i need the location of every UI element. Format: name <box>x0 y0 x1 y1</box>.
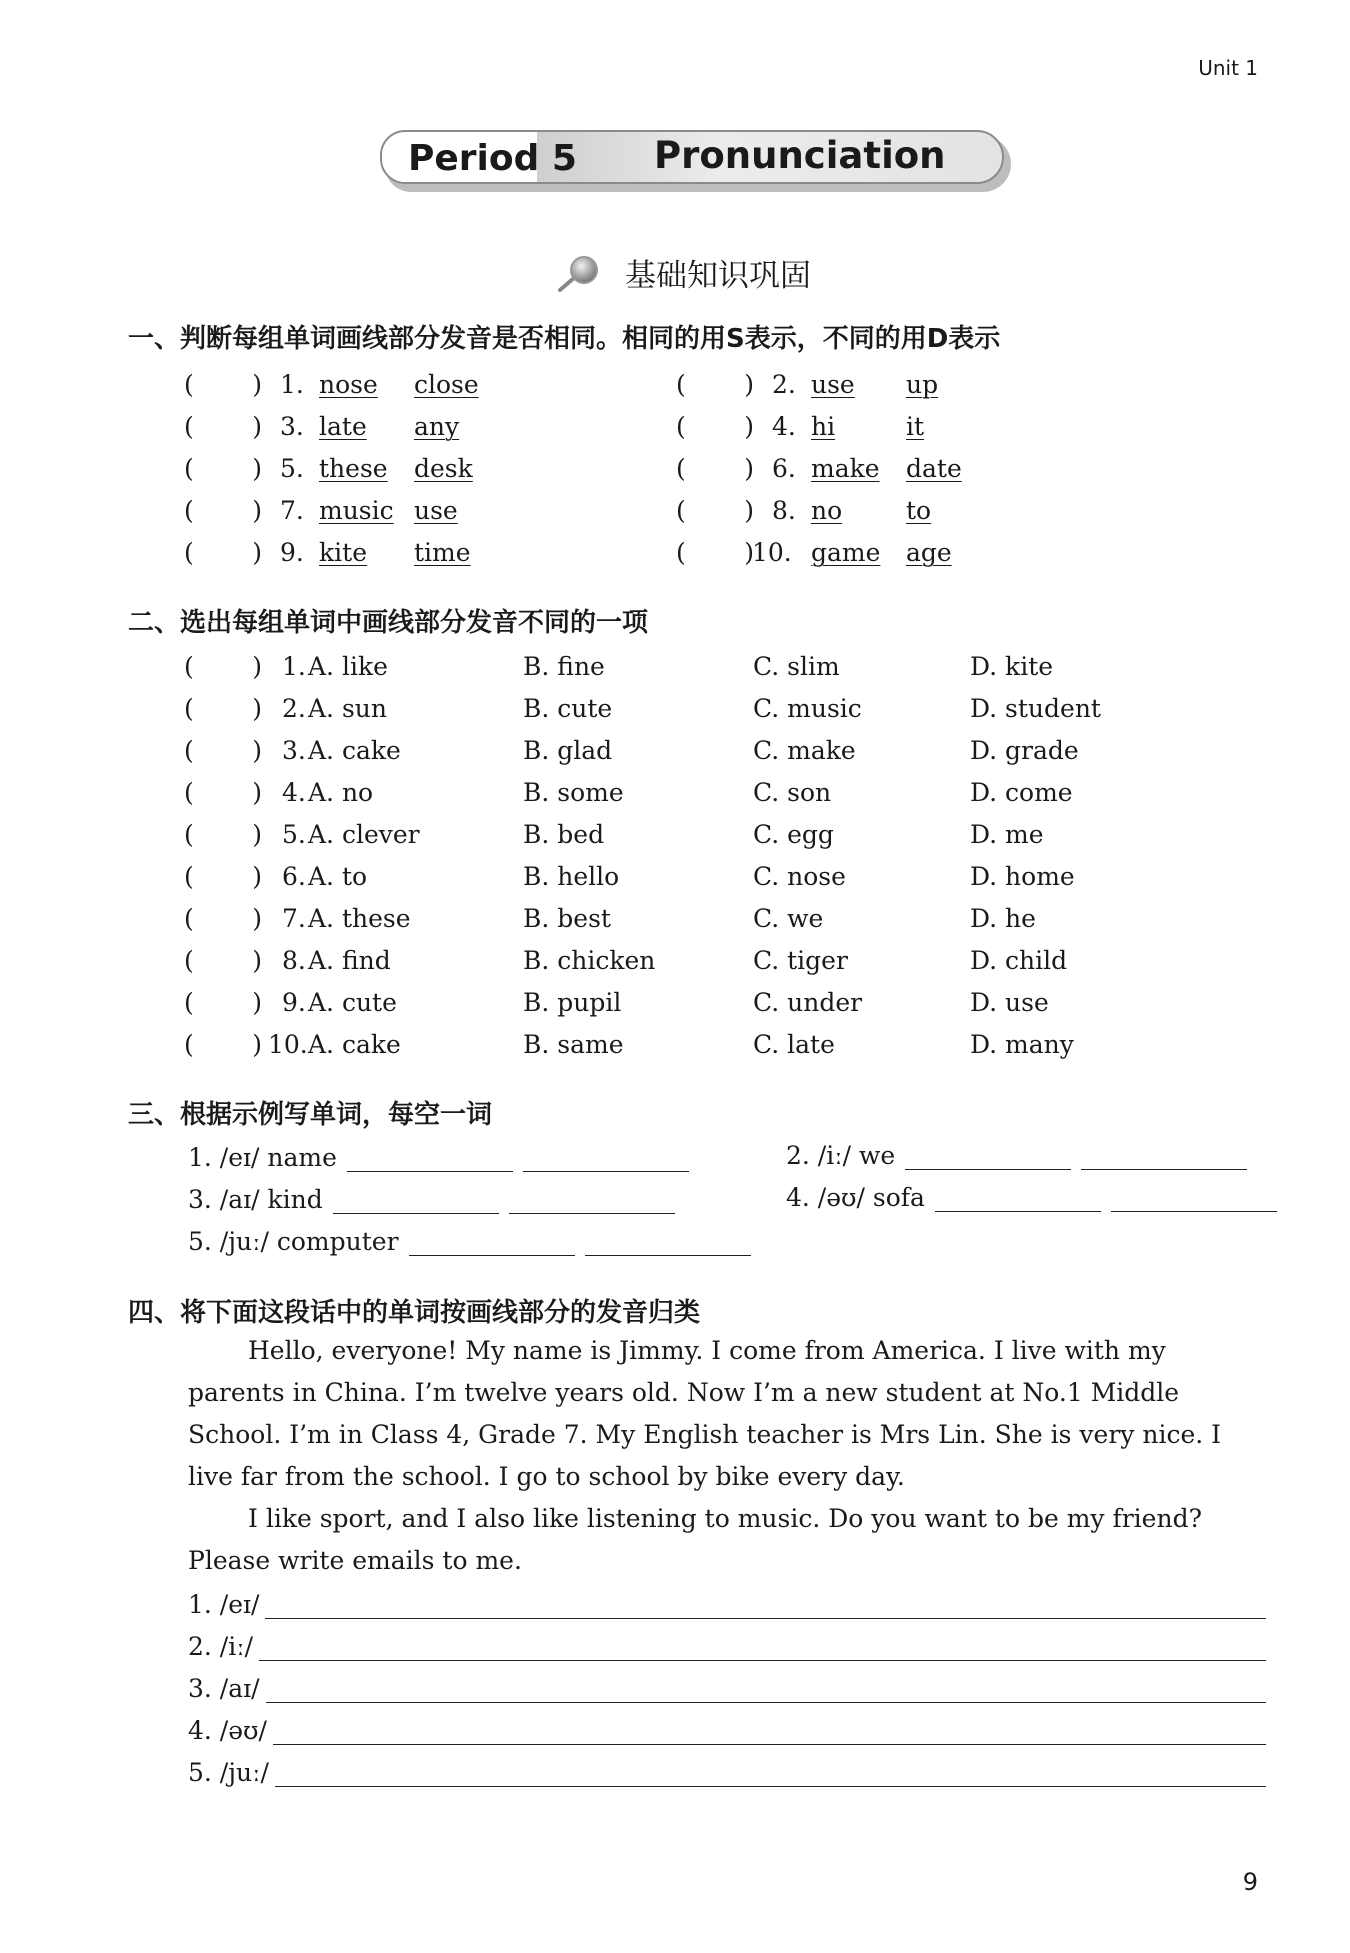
part1-title: 一、判断每组单词画线部分发音是否相同。相同的用S表示，不同的用D表示 <box>128 324 1001 354</box>
item-number: 9. <box>280 538 304 567</box>
option-c: C. egg <box>753 820 834 849</box>
word-1: no <box>811 496 843 525</box>
item-number: 4. <box>282 778 306 807</box>
example-label: 1. /eɪ/ name <box>188 1143 337 1172</box>
part3-title: 三、根据示例写单词，每空一词 <box>128 1100 493 1130</box>
item-number: 3. <box>280 412 304 441</box>
option-a: A. like <box>308 652 388 681</box>
option-a: A. to <box>308 862 368 891</box>
item-number: 5. <box>280 454 304 483</box>
passage-paragraph-1: Hello, everyone! My name is Jimmy. I come from America. I live with my parents in China. I’m twelve years old. Now I’m a new student at No.1 Middle School. I’m in Class 4, Grade 7. My English teacher is Mrs Lin. She is very nice. I live far from the school. I go to school by bike every day. <box>188 1336 1222 1491</box>
answer-blank[interactable] <box>1081 1169 1247 1170</box>
sort-label: 2. /iː/ <box>188 1632 254 1661</box>
option-b: B. best <box>523 904 611 933</box>
option-b: B. fine <box>523 652 605 681</box>
answer-blank[interactable] <box>523 1171 689 1172</box>
answer-blank[interactable] <box>509 1213 675 1214</box>
option-b: B. bed <box>523 820 605 849</box>
answer-blank[interactable] <box>409 1255 575 1256</box>
answer-blank[interactable] <box>333 1213 499 1214</box>
option-a: A. cake <box>308 1030 401 1059</box>
word-2: to <box>906 496 932 525</box>
option-d: D. student <box>970 694 1101 723</box>
option-d: D. child <box>970 946 1068 975</box>
answer-bracket[interactable]: ( ) <box>184 820 262 849</box>
answer-bracket[interactable]: ( ) <box>184 454 262 483</box>
option-c: C. son <box>753 778 832 807</box>
answer-bracket[interactable]: ( ) <box>184 862 262 891</box>
word-1: late <box>319 412 367 441</box>
sort-label: 5. /juː/ <box>188 1758 269 1787</box>
option-c: C. nose <box>753 862 846 891</box>
item-number: 8. <box>282 946 306 975</box>
unit-label: Unit 1 <box>1198 56 1258 80</box>
page-number: 9 <box>1242 1868 1258 1896</box>
part2-title: 二、选出每组单词中画线部分发音不同的一项 <box>128 608 649 638</box>
word-2: up <box>906 370 939 399</box>
example-label: 3. /aɪ/ kind <box>188 1185 323 1214</box>
item-number: 10. <box>268 1030 308 1059</box>
option-b: B. pupil <box>523 988 622 1017</box>
item-number: 1. <box>282 652 306 681</box>
answer-line[interactable] <box>275 1786 1266 1787</box>
item-number: 2. <box>772 370 796 399</box>
option-c: C. make <box>753 736 856 765</box>
period-banner <box>380 130 1008 186</box>
word-1: music <box>319 496 394 525</box>
item-number: 8. <box>772 496 796 525</box>
word-1: make <box>811 454 880 483</box>
answer-blank[interactable] <box>347 1171 513 1172</box>
word-2: date <box>906 454 962 483</box>
answer-bracket[interactable]: ( ) <box>676 412 754 441</box>
answer-bracket[interactable]: ( ) <box>184 538 262 567</box>
answer-line[interactable] <box>273 1744 1266 1745</box>
answer-blank[interactable] <box>905 1169 1071 1170</box>
option-c: C. music <box>753 694 862 723</box>
option-a: A. clever <box>308 820 420 849</box>
option-b: B. some <box>523 778 624 807</box>
answer-blank[interactable] <box>935 1211 1101 1212</box>
item-number: 4. <box>772 412 796 441</box>
sort-label: 1. /eɪ/ <box>188 1590 260 1619</box>
item-number: 3. <box>282 736 306 765</box>
word-1: hi <box>811 412 836 441</box>
option-c: C. late <box>753 1030 835 1059</box>
item-number: 9. <box>282 988 306 1017</box>
word-1: nose <box>319 370 378 399</box>
answer-bracket[interactable]: ( ) <box>184 1030 262 1059</box>
word-1: use <box>811 370 855 399</box>
word-2: any <box>414 412 460 441</box>
item-number: 2. <box>282 694 306 723</box>
magnifier-icon <box>556 254 604 294</box>
part4-passage <box>188 1330 1263 1582</box>
answer-line[interactable] <box>259 1660 1266 1661</box>
word-1: kite <box>319 538 367 567</box>
option-a: A. cute <box>308 988 397 1017</box>
option-d: D. come <box>970 778 1073 807</box>
word-2: use <box>414 496 458 525</box>
option-d: D. home <box>970 862 1075 891</box>
option-c: C. slim <box>753 652 840 681</box>
word-1: these <box>319 454 388 483</box>
answer-bracket[interactable]: ( ) <box>676 496 754 525</box>
example-label: 5. /juː/ computer <box>188 1227 399 1256</box>
answer-blank[interactable] <box>585 1255 751 1256</box>
option-d: D. me <box>970 820 1044 849</box>
answer-bracket[interactable]: ( ) <box>184 412 262 441</box>
answer-bracket[interactable]: ( ) <box>184 694 262 723</box>
item-number: 10. <box>752 538 792 567</box>
word-2: it <box>906 412 925 441</box>
option-d: D. kite <box>970 652 1054 681</box>
word-2: close <box>414 370 479 399</box>
answer-line[interactable] <box>266 1702 1266 1703</box>
sort-label: 3. /aɪ/ <box>188 1674 260 1703</box>
part4-title: 四、将下面这段话中的单词按画线部分的发音归类 <box>128 1298 701 1328</box>
answer-bracket[interactable]: ( ) <box>184 736 262 765</box>
word-2: time <box>414 538 471 567</box>
option-a: A. these <box>308 904 411 933</box>
answer-bracket[interactable]: ( ) <box>184 496 262 525</box>
answer-bracket[interactable]: ( ) <box>184 946 262 975</box>
answer-bracket[interactable]: ( ) <box>184 778 262 807</box>
option-a: A. sun <box>308 694 387 723</box>
option-b: B. cute <box>523 694 613 723</box>
option-c: C. we <box>753 904 824 933</box>
word-2: desk <box>414 454 473 483</box>
option-b: B. chicken <box>523 946 656 975</box>
example-label: 4. /əʊ/ sofa <box>786 1183 925 1212</box>
answer-blank[interactable] <box>1111 1211 1277 1212</box>
option-d: D. grade <box>970 736 1079 765</box>
option-d: D. use <box>970 988 1049 1017</box>
answer-bracket[interactable]: ( ) <box>184 988 262 1017</box>
answer-bracket[interactable]: ( ) <box>184 370 262 399</box>
option-b: B. glad <box>523 736 613 765</box>
option-d: D. many <box>970 1030 1074 1059</box>
word-1: game <box>811 538 881 567</box>
item-number: 6. <box>772 454 796 483</box>
option-a: A. find <box>308 946 391 975</box>
item-number: 5. <box>282 820 306 849</box>
period-title: Pronunciation <box>654 134 946 177</box>
option-d: D. he <box>970 904 1036 933</box>
period-label: Period 5 <box>408 138 577 179</box>
section-heading: 基础知识巩固 <box>625 258 811 294</box>
answer-bracket[interactable]: ( ) <box>676 454 754 483</box>
option-b: B. same <box>523 1030 624 1059</box>
item-number: 7. <box>282 904 306 933</box>
answer-line[interactable] <box>265 1618 1266 1619</box>
item-number: 6. <box>282 862 306 891</box>
option-a: A. cake <box>308 736 401 765</box>
item-number: 1. <box>280 370 304 399</box>
answer-bracket[interactable]: ( ) <box>676 538 754 567</box>
passage-paragraph-2: I like sport, and I also like listening to music. Do you want to be my friend? Please write emails to me. <box>188 1504 1202 1575</box>
example-label: 2. /iː/ we <box>786 1141 896 1170</box>
answer-bracket[interactable]: ( ) <box>676 370 754 399</box>
answer-bracket[interactable]: ( ) <box>184 652 262 681</box>
word-2: age <box>906 538 952 567</box>
option-c: C. tiger <box>753 946 848 975</box>
item-number: 7. <box>280 496 304 525</box>
option-a: A. no <box>308 778 374 807</box>
sort-label: 4. /əʊ/ <box>188 1716 267 1745</box>
option-b: B. hello <box>523 862 620 891</box>
answer-bracket[interactable]: ( ) <box>184 904 262 933</box>
option-c: C. under <box>753 988 863 1017</box>
